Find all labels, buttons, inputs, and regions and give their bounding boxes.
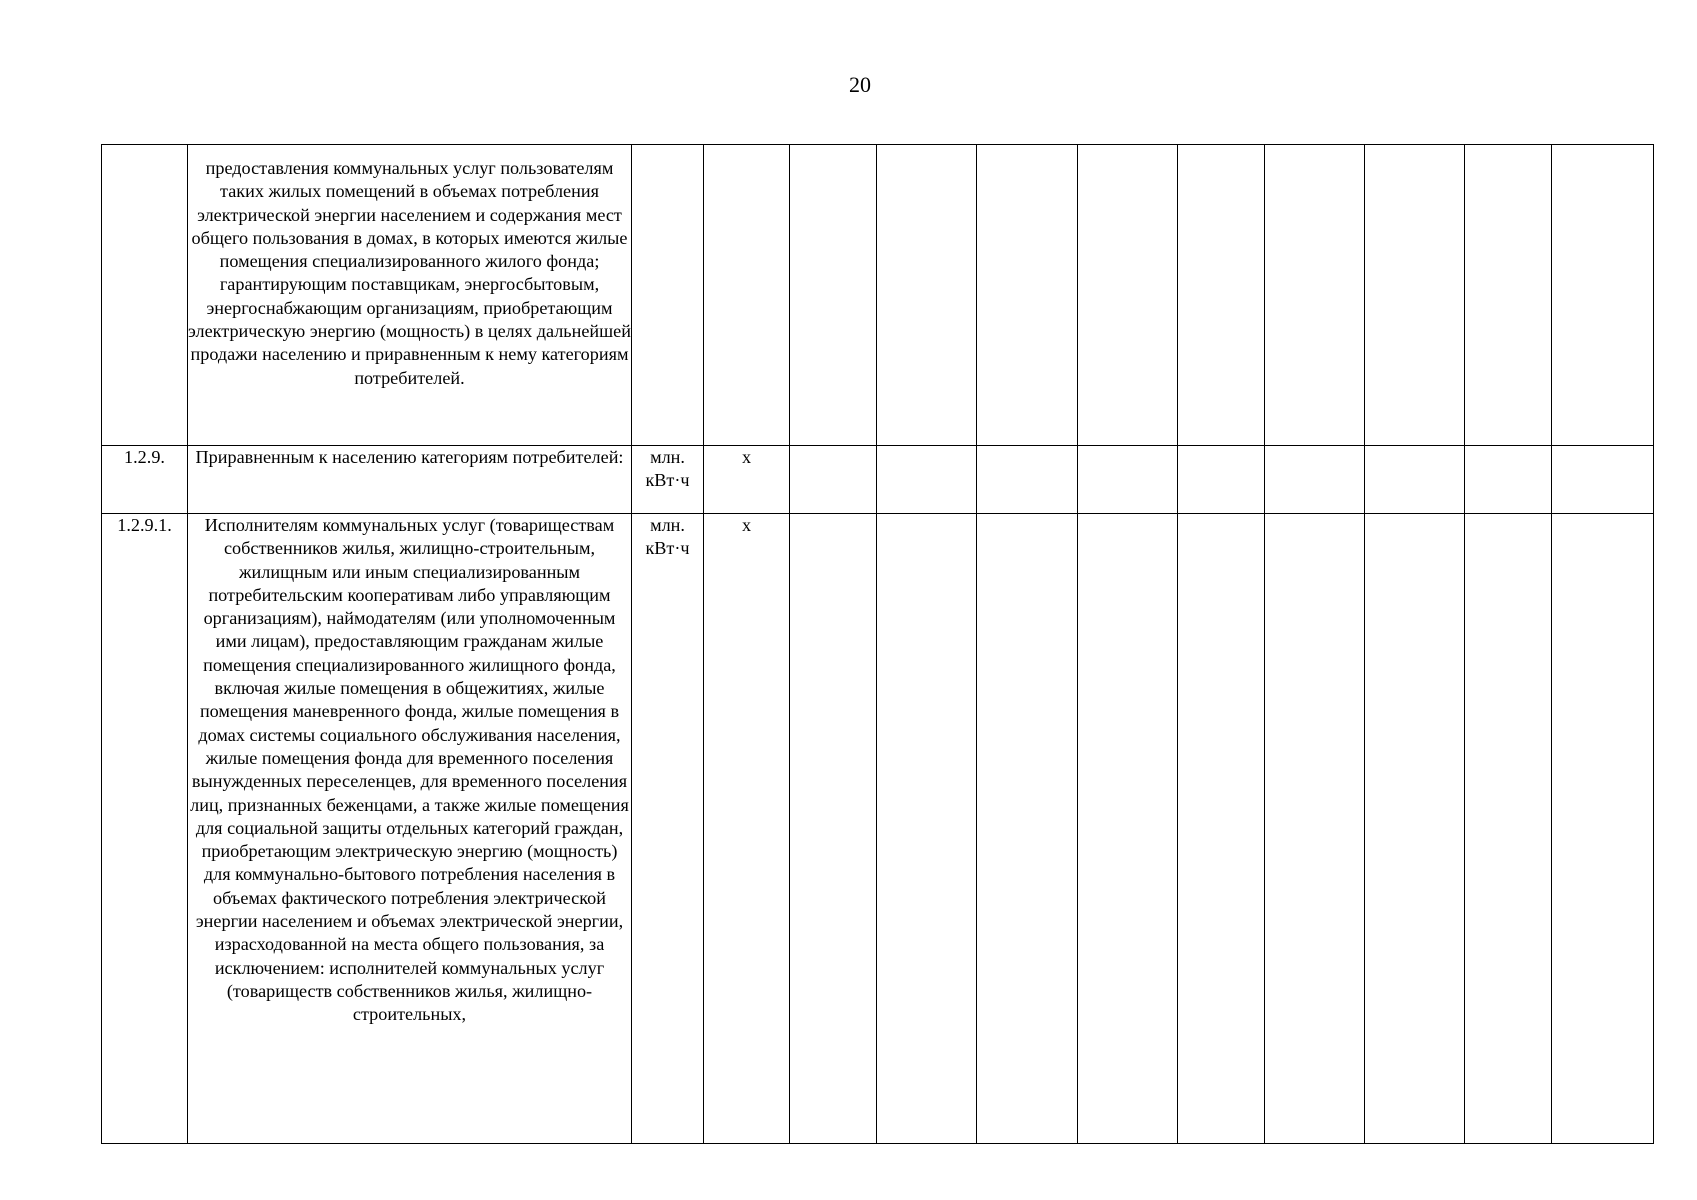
empty-cell (790, 446, 877, 514)
empty-cell (1552, 145, 1654, 446)
row-unit: млн. кВт·ч (632, 514, 704, 1144)
empty-cell (1365, 145, 1465, 446)
row-description: предоставления коммунальных услуг пользователям таких жилых помещений в объемах потребления электрической энергии населением и содержания мест общего пользования в домах, в которых имеются жилые помещения специализированного жилого фонда; гарантирующим поставщикам, энергосбытовым, энергоснабжающим организациям, приобретающим электрическую энергию (мощность) в целях дальнейшей продажи населению и приравненным к нему категориям потребителей. (188, 145, 632, 446)
empty-cell (1265, 446, 1365, 514)
empty-cell (977, 514, 1078, 1144)
empty-cell (1265, 145, 1365, 446)
empty-cell (790, 145, 877, 446)
empty-cell (977, 446, 1078, 514)
table-row (102, 446, 1654, 514)
empty-cell (1552, 514, 1654, 1144)
row-description: Исполнителям коммунальных услуг (товариществам собственников жилья, жилищно-строительным, жилищным или иным специализированным потребительским кооперативам либо управляющим организациям), наймодателям (или уполномоченным ими лицам), предоставляющим гражданам жилые помещения специализированного жилищного фонда, включая жилые помещения в общежитиях, жилые помещения маневренного фонда, жилые помещения в домах системы социального обслуживания населения, жилые помещения фонда для временного поселения вынужденных переселенцев, для временного поселения лиц, признанных беженцами, а также жилые помещения для социальной защиты отдельных категорий граждан, приобретающим электрическую энергию (мощность) для коммунально-бытового потребления населения в объемах фактического потребления электрической энергии населением и объемах электрической энергии, израсходованной на места общего пользования, за исключением: исполнителей коммунальных услуг (товариществ собственников жилья, жилищно-строительных, (188, 514, 632, 1144)
data-table (101, 144, 1654, 1144)
empty-cell (1465, 514, 1552, 1144)
table-row (102, 514, 1654, 1144)
row-number: 1.2.9.1. (102, 514, 188, 1144)
page-number: 20 (849, 72, 871, 97)
row-number (102, 145, 188, 446)
empty-cell (1552, 446, 1654, 514)
empty-cell (1365, 446, 1465, 514)
empty-cell (1078, 514, 1178, 1144)
table-row (102, 145, 1654, 446)
row-unit (632, 145, 704, 446)
row-mark (704, 145, 790, 446)
empty-cell (1078, 446, 1178, 514)
row-mark: x (704, 446, 790, 514)
empty-cell (877, 145, 977, 446)
row-mark: x (704, 514, 790, 1144)
empty-cell (790, 514, 877, 1144)
empty-cell (1265, 514, 1365, 1144)
row-description: Приравненным к населению категориям потребителей: (188, 446, 632, 514)
empty-cell (1178, 446, 1265, 514)
empty-cell (1365, 514, 1465, 1144)
empty-cell (1178, 145, 1265, 446)
empty-cell (877, 514, 977, 1144)
row-unit: млн. кВт·ч (632, 446, 704, 514)
empty-cell (1178, 514, 1265, 1144)
empty-cell (1078, 145, 1178, 446)
row-number: 1.2.9. (102, 446, 188, 514)
empty-cell (977, 145, 1078, 446)
empty-cell (877, 446, 977, 514)
empty-cell (1465, 145, 1552, 446)
empty-cell (1465, 446, 1552, 514)
